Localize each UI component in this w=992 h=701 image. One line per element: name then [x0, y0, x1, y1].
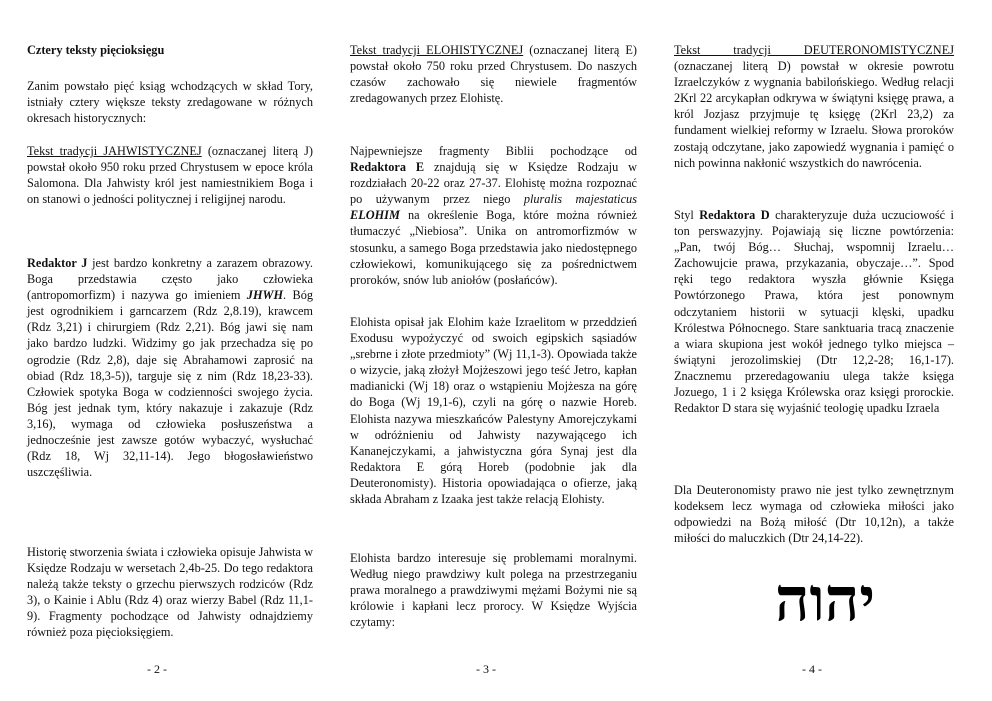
intro-paragraph: Zanim powstało pięć ksiąg wchodzących w skład Tory, istniały cztery większe teksty zredagowane w różnych okresach historycznych: [27, 79, 313, 126]
page-title: Cztery teksty pięcioksięgu [27, 43, 165, 57]
redactor-d-text-2: charakteryzuje duża uczuciowość i ton perswazyjny. Pojawiają się liczne powtórzenia: „Pan, twój Bóg… Słuchaj, wspomnij Izraelu… Zachowujcie prawa, przykazania, obyczaje…”. Spod ręki tego redaktora wyszła głównie Księga Powtórzonego Prawa, która jest ponownym odczytaniem historii w sytuacji klęski, upadku Królestwa Północnego. Stare sanktuaria tracą znaczenie a wiara skupiona jest wokół jednego tylko miejsca – świątyni jerozolimskiej (Dtr 12,2-28; 16,1-17). Znacznemu przeredagowaniu ulega także księga Jozuego, 1 i 2 księga Królewska oraz księgi prorockie. Redaktor D stara się wyjaśnić teologię upadku Izraela [674, 208, 954, 416]
page-2-column [27, 0, 313, 701]
redactor-e-text-2: znajdują się w Księdze Rodzaju w rozdziałach 20-22 oraz 27-37. Elohistę można rozpoznać po używanym przez niego [350, 160, 637, 207]
deuteronomist-source-label: Tekst tradycji DEUTERONOMISTYCZNEJ [674, 43, 954, 57]
redactor-j-text-1: jest bardzo konkretny a zarazem obrazowy. Boga przedstawia często jako człowieka (antropomorfizm) i nazywa go imieniem [27, 256, 313, 303]
tetragrammaton-image [740, 568, 910, 630]
jahwist-source-paragraph [27, 143, 313, 207]
divine-name-elohim: ELOHIM [350, 208, 400, 223]
redactor-j-paragraph [27, 255, 313, 480]
elohist-source-label: Tekst tradycji ELOHISTYCZNEJ [350, 43, 524, 57]
tetragrammaton-text: יהוה [774, 568, 876, 630]
page-number-4: - 4 - [802, 662, 822, 676]
jahwist-source-label: Tekst tradycji JAHWISTYCZNEJ [27, 144, 202, 158]
redactor-j-label: Redaktor J [27, 256, 88, 270]
pluralis-majestaticus-term: pluralis majestaticus [523, 192, 637, 207]
elohist-source-text: (oznaczanej literą E) powstał około 750 roku przed Chrystusem. Do naszych czasów zachowało się niewiele fragmentów zredagowanych przez Elohistę. [350, 43, 637, 106]
deuteronomist-source-paragraph [674, 42, 954, 171]
redactor-e-label: Redaktora E [350, 160, 425, 175]
redactor-d-paragraph [674, 207, 954, 416]
redactor-d-label: Redaktora D [699, 208, 770, 222]
redactor-e-paragraph [350, 143, 637, 288]
redactor-j-text-2: . Bóg jest ogrodnikiem i garncarzem (Rdz 2,8.19), krawcem (Rdz 3,21) i chirurgiem (Rdz 2,21). Bóg jawi się nam jako bardzo ludzki. Widzimy go jak przechadza się po ogrodzie (Rdz 2,8), daje się Abrahamowi zaprosić na obiad (Rdz 18,3-5)), targuje się z nim (Rdz 18,23-33). Człowiek spotyka Boga w codzienności swojego życia. Bóg jest jednak tym, który nakazuje i zakazuje (Rdz 3,16), wymaga od człowieka posłuszeństwa a jednocześnie jest zawsze gotów wybaczyć, wysłuchać (Rdz 18, Wj 32,11-14). Jego błogosławieństwo uszczęśliwia. [27, 288, 313, 480]
page-number-3: - 3 - [476, 662, 496, 676]
divine-name-jhwh: JHWH [246, 288, 284, 303]
page-number-2: - 2 - [147, 662, 167, 676]
creation-history-paragraph: Historię stworzenia świata i człowieka opisuje Jahwista w Księdze Rodzaju w wersetach 2,4b-25. Do tego redaktora należą także teksty o grzechu pierwszych rodziców (Rdz 3), o Kainie i Ablu (Rdz 4) oraz wierzy Babel (Rdz 11,1-9). Fragmenty pochodzące od Jahwisty odnajdziemy również poza pięcioksięgiem. [27, 545, 313, 640]
elohist-morality-paragraph: Elohista bardzo interesuje się problemami moralnymi. Według niego prawdziwy kult polega na przestrzeganiu prawa moralnego a prawdziwymi mężami Bożymi nie są królowie i kapłani lecz prorocy. W Księdze Wyjścia czytamy: [350, 551, 637, 630]
redactor-e-text-3: na określenie Boga, które można również tłumaczyć „Niebiosa”. Unika on antromorfizmów w stosunku, a samego Boga przedstawia jako niedostępnego człowiekowi, komunikującego się za pośrednictwem proroków, snów lub aniołów (posłańców). [350, 208, 637, 287]
redactor-e-text-1: Najpewniejsze fragmenty Biblii pochodzące od [350, 144, 637, 158]
jahwist-source-text: (oznaczanej literą J) powstał około 950 roku przed Chrystusem w epoce króla Salomona. Dla Jahwisty król jest namiestnikiem Boga i on stanowi o jedności politycznej i religijnej narodu. [27, 144, 313, 207]
elohist-narratives-paragraph: Elohista opisał jak Elohim każe Izraelitom w przeddzień Exodusu wypożyczyć od swoich egipskich sąsiadów „srebrne i złote przedmioty” (Wj 11,1-3). Opowiada także o wizycie, jaką złożył Mojżeszowi jego teść Jetro, kapłan madianicki (Wj 18) oraz o wstąpieniu Mojżesza na górę do Boga (Wj 19,1-6), czyli na górę o nazwie Horeb. Elohista nazywa mieszkańców Palestyny Amorejczykami w odróżnieniu od Jahwisty nazywającego ich Kananejczykami, a jahwistyczna góra Synaj jest dla Redaktora E górą Horeb (podobnie jak dla Deuteronomisty). Historia opowiadająca o ofierze, jaką składa Abraham z Izaaka jest także relacją Elohisty. [350, 315, 637, 507]
deuteronomist-law-paragraph: Dla Deuteronomisty prawo nie jest tylko zewnętrznym kodeksem lecz wymaga od człowieka miłości jako odpowiedzi na Bożą miłość (Dtr 10,12n), a także miłości do maluczkich (Dtr 24,14-22). [674, 483, 954, 546]
page-3-column [350, 0, 637, 701]
redactor-d-text-1: Styl [674, 208, 700, 222]
elohist-source-paragraph [350, 42, 637, 106]
deuteronomist-source-text: (oznaczanej literą D) powstał w okresie powrotu Izraelczyków z wygnania babilońskiego. Według relacji 2Krl 22 arcykapłan odkrywa w świątyni księgę prawa, a król Jozjasz przyjmuje tę księgę (2Krl 23,2) za fundament wielkiej reformy w Izraelu. Słowa proroków zostają odczytane, jako zapowiedź wygnania i pamięć o nich powinna nakłonić wszystkich do nawrócenia. [674, 59, 954, 170]
